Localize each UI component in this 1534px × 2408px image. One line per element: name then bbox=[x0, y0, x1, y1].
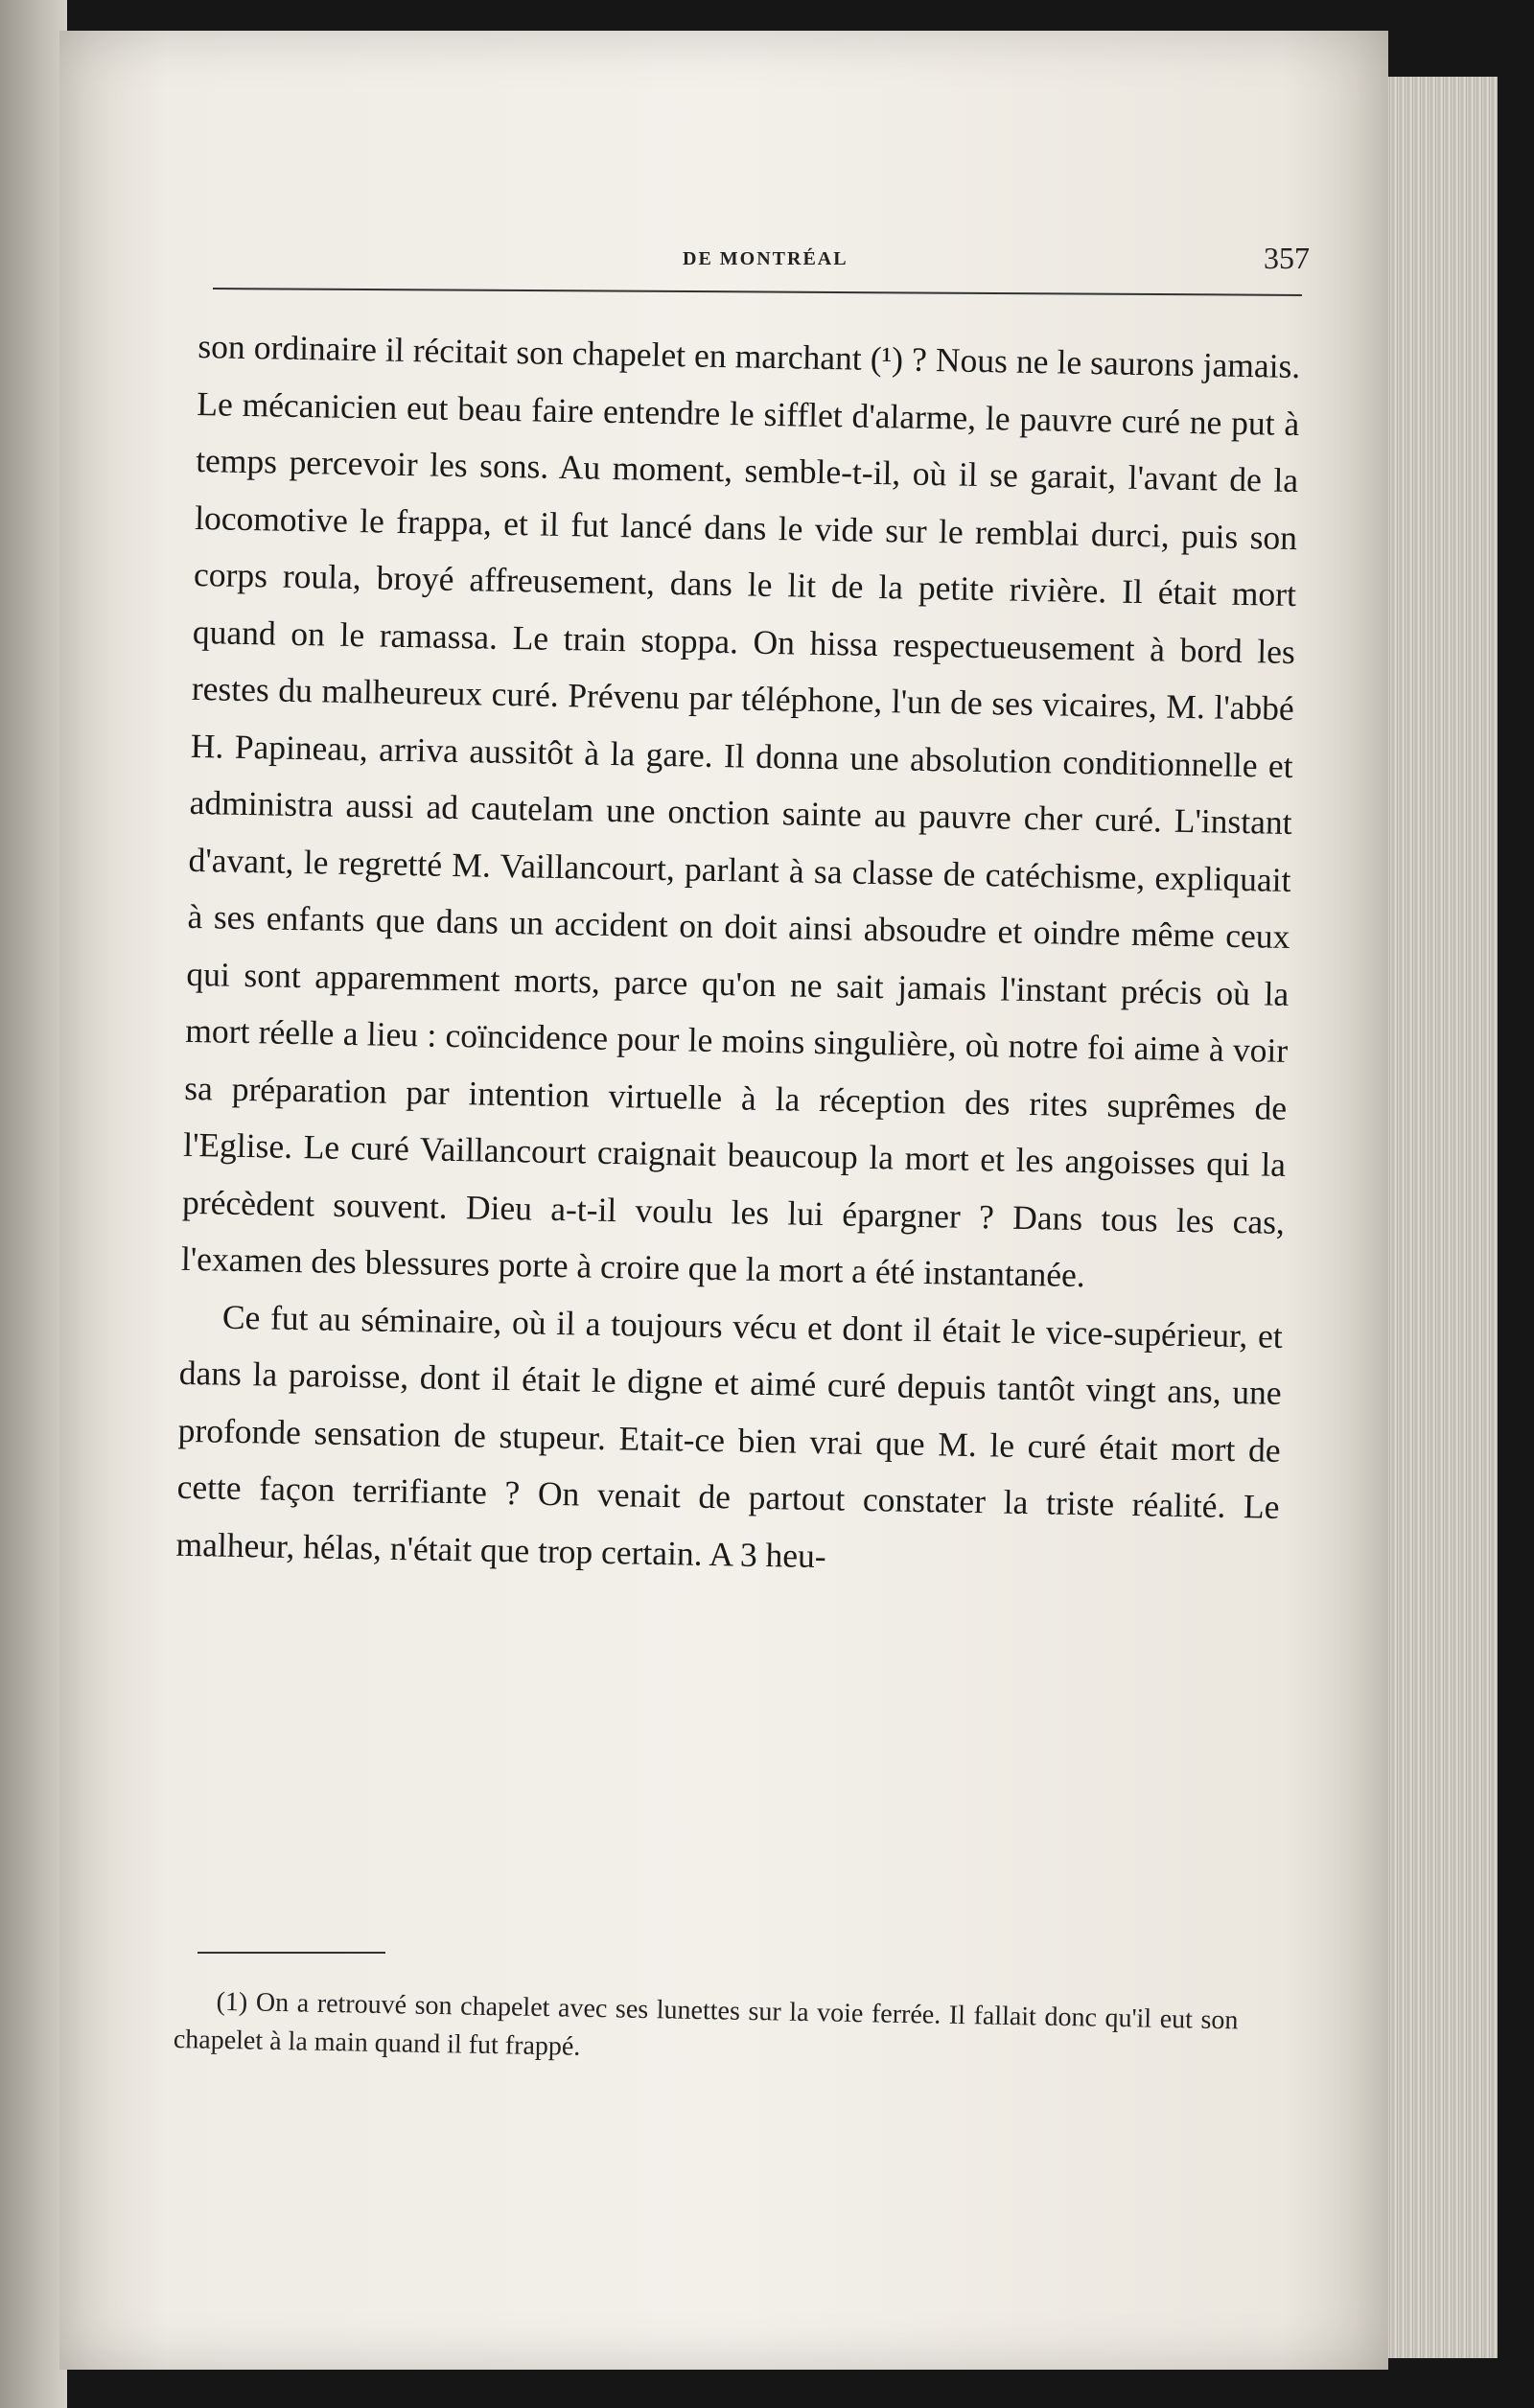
footnote-text: (1) On a retrouvé son chapelet avec ses lunettes sur la voie ferrée. Il fallait donc qu'il eut son chapelet à la main quand il fut frappé. bbox=[173, 1986, 1239, 2062]
page-header bbox=[213, 208, 1310, 275]
running-head: DE MONTRÉAL bbox=[683, 248, 848, 269]
header-rule bbox=[213, 288, 1302, 296]
page-number: 357 bbox=[1264, 241, 1310, 275]
paragraph: Ce fut au séminaire, où il a toujours vécu et dont il était le vice-supérieur, et dans la paroisse, dont il était le digne et aimé curé depuis tantôt vingt ans, une profonde sensation de stupeur. Etait-ce bien vrai que M. le curé était mort de cette façon terrifiante ? On venait de partout constater la triste réalité. Le malheur, hélas, n'était que trop certain. A 3 heu- bbox=[175, 1297, 1284, 1575]
body-text bbox=[175, 318, 1301, 1593]
book-page bbox=[59, 31, 1388, 2370]
paragraph: son ordinaire il récitait son chapelet en marchant (¹) ? Nous ne le saurons jamais. Le mécanicien eut beau faire entendre le sifflet d'alarme, le pauvre curé ne put à temps percevoir les sons. Au moment, semble-t-il, où il se garait, l'avant de la locomotive le frappa, et il fut lancé dans le vide sur le remblai durci, puis son corps roula, broyé affreusement, dans le lit de la petite rivière. Il était mort quand on le ramassa. Le train stoppa. On hissa respectueusement à bord les restes du malheureux curé. Prévenu par téléphone, l'un de ses vicaires, M. l'abbé H. Papineau, arriva aussitôt à la gare. Il donna une absolution conditionnelle et administra aussi ad cautelam une onction sainte au pauvre cher curé. L'instant d'avant, le regretté M. Vaillancourt, parlant à sa classe de catéchisme, expliquait à ses enfants que dans un accident on doit ainsi absoudre et oindre même ceux qui sont apparemment morts, parce qu'on ne sait jamais l'instant précis où la mort réelle a lieu : coïncidence pour le moins singulière, où notre foi aime à voir sa préparation par intention virtuelle à la réception des rites suprêmes de l'Eglise. Le curé Vaillancourt craignait beaucoup la mort et les angoisses qui la précèdent souvent. Dieu a-t-il voulu les lui épargner ? Dans tous les cas, l'examen des blessures porte à croire que la mort a été instantanée. bbox=[180, 326, 1301, 1295]
book-page-edges bbox=[1381, 77, 1498, 2358]
footnote-rule bbox=[198, 1952, 385, 1954]
footnote bbox=[174, 1982, 1239, 2078]
facing-page-edge bbox=[0, 0, 67, 2408]
